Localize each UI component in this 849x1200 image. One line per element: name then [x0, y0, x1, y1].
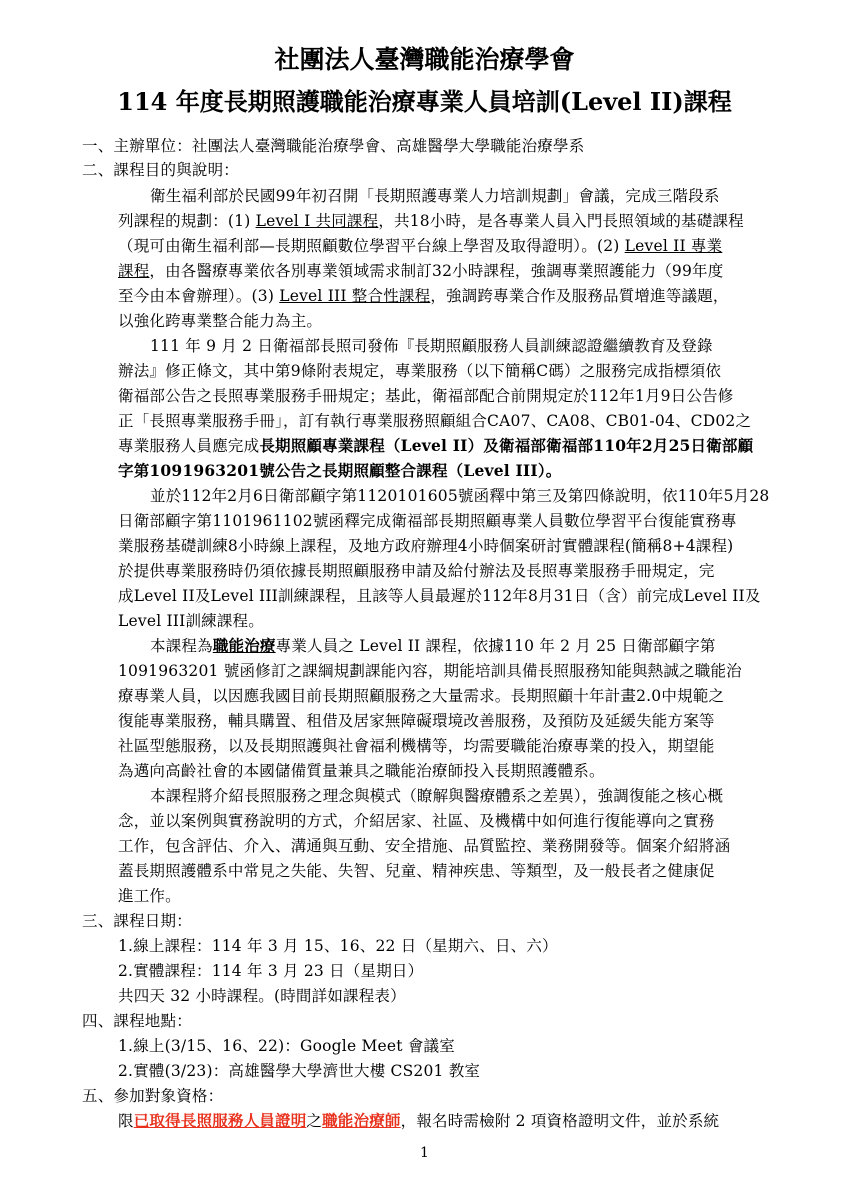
paragraph-line: 本課程將介紹長照服務之理念與模式（瞭解與醫療體系之差異），強調復能之核心概 — [150, 787, 724, 805]
paragraph-line: 成Level II及Level III訓練課程，且該等人員最遲於112年8月31日（含）前完成Level II及 — [118, 587, 761, 605]
highlighted-profession: 職能治療師 — [322, 1111, 401, 1130]
paragraph-line: 正「長照專業服務手冊」，訂有執行專業服務照顧組合CA07、CA08、CB01-04、CD02之 — [118, 412, 752, 430]
highlighted-requirement: 已取得長照服務人員證明 — [133, 1111, 307, 1130]
bold-text: 長期照顧專業課程（Level II）及衛福部衛福部110年2月25日衛部顧 — [259, 436, 754, 455]
paragraph-line: 辦法』修正條文，其中第9條附表規定，專業服務（以下簡稱C碼）之服務完成指標須依 — [118, 362, 722, 380]
paragraph-line: 衛生福利部於民國99年初召開「長期照護專業人力培訓規劃」會議，完成三階段系 — [150, 187, 720, 205]
paragraph-line: 社區型態服務，以及長期照護與社會福利機構等，均需要職能治療專業的投入，期望能 — [118, 737, 715, 755]
bold-underlined-text: 職能治療 — [212, 636, 276, 655]
paragraph-line: （現可由衛生福利部—長期照顧數位學習平台線上學習及取得證明）。(2) Level II 專業 — [118, 237, 723, 255]
paragraph-line: 至今由本會辦理）。(3) Level III 整合性課程，強調跨專業合作及服務品質增進等議題， — [118, 287, 729, 305]
onsite-course-date: 2.實體課程：114 年 3 月 23 日（星期日） — [118, 962, 424, 980]
paragraph-line: 課程，由各醫療專業依各別專業領域需求制訂32小時課程，強調專業照護能力（99年度 — [118, 262, 724, 280]
paragraph-line: 衛福部公告之長照專業服務手冊規定；基此，衛福部配合前開規定於112年1月9日公告修 — [118, 387, 734, 405]
paragraph-line: 1091963201 號函修訂之課綱規劃課能內容，期能培訓具備長照服務知能與熱誠之職能治 — [118, 662, 742, 680]
paragraph-line: 蓋長期照護體系中常見之失能、失智、兒童、精神疾患、等類型，及一般長者之健康促 — [118, 862, 715, 880]
course-duration: 共四天 32 小時課程。(時間詳如課程表） — [118, 987, 406, 1005]
paragraph-line: 並於112年2月6日衛部顧字第1120101605號函釋中第三及第四條說明，依110年5月28 — [150, 487, 770, 505]
paragraph-line: 復能專業服務，輔具購置、租借及居家無障礙環境改善服務，及預防及延緩失能方案等 — [118, 712, 715, 730]
underlined-text: Level III 整合性課程 — [279, 287, 431, 305]
paragraph-line: 本課程為職能治療專業人員之 Level II 課程，依據110 年 2 月 25 日衛部顧字第 — [150, 636, 716, 655]
page-number: 1 — [420, 1145, 429, 1161]
paragraph-line: Level III訓練課程。 — [118, 612, 264, 630]
onsite-location: 2.實體(3/23)：高雄醫學大學濟世大樓 CS201 教室 — [118, 1062, 481, 1080]
organization-title: 社團法人臺灣職能治療學會 — [274, 45, 575, 74]
section-purpose-heading: 二、課程目的與說明： — [82, 161, 240, 179]
section-eligibility-heading: 五、參加對象資格： — [82, 1087, 224, 1105]
paragraph-line: 111 年 9 月 2 日衛福部長照司發佈『長期照顧服務人員訓練認證繼續教育及登錄 — [150, 337, 713, 355]
paragraph-line: 列課程的規劃：(1) Level I 共同課程，共18小時，是各專業人員入門長照領域的基礎課程 — [118, 212, 744, 230]
course-title: 114 年度長期照護職能治療專業人員培訓(Level II)課程 — [117, 87, 732, 116]
paragraph-line: 字第1091963201號公告之長期照顧整合課程（Level III）。 — [118, 461, 562, 480]
paragraph-line: 為邁向高齡社會的本國儲備質量兼具之職能治療師投入長期照護體系。 — [118, 762, 605, 780]
paragraph-line: 以強化跨專業整合能力為主。 — [118, 312, 323, 330]
eligibility-line: 限已取得長照服務人員證明之職能治療師，報名時需檢附 2 項資格證明文件，並於系統 — [118, 1111, 720, 1130]
paragraph-line: 進工作。 — [118, 887, 181, 905]
section-organizer: 一、主辦單位：社團法人臺灣職能治療學會、高雄醫學大學職能治療學系 — [82, 137, 585, 155]
paragraph-line: 念，並以案例與實務說明的方式，介紹居家、社區、及機構中如何進行復能導向之實務 — [118, 812, 715, 830]
online-course-date: 1.線上課程：114 年 3 月 15、16、22 日（星期六、日、六） — [118, 937, 558, 955]
underlined-text: 課程 — [118, 262, 150, 280]
underlined-text: Level II 專業 — [624, 237, 723, 255]
paragraph-line: 專業服務人員應完成長期照顧專業課程（Level II）及衛福部衛福部110年2月25日衛部顧 — [118, 436, 754, 455]
online-location: 1.線上(3/15、16、22)：Google Meet 會議室 — [118, 1037, 455, 1055]
paragraph-line: 業服務基礎訓練8小時線上課程，及地方政府辦理4小時個案研討實體課程(簡稱8+4課程) — [118, 537, 734, 555]
paragraph-line: 日衛部顧字第1101961102號函釋完成衛福部長期照顧專業人員數位學習平台復能實務專 — [118, 512, 737, 530]
paragraph-line: 療專業人員，以因應我國目前長期照顧服務之大量需求。長期照顧十年計畫2.0中規範之 — [118, 687, 725, 705]
paragraph-line: 於提供專業服務時仍須依據長期照顧服務申請及給付辦法及長照專業服務手冊規定，完 — [118, 562, 715, 580]
paragraph-line: 工作，包含評估、介入、溝通與互動、安全措施、品質監控、業務開發等。個案介紹將涵 — [118, 837, 731, 855]
section-dates-heading: 三、課程日期： — [82, 912, 192, 930]
underlined-text: Level I 共同課程 — [255, 212, 379, 230]
section-location-heading: 四、課程地點： — [82, 1012, 192, 1030]
